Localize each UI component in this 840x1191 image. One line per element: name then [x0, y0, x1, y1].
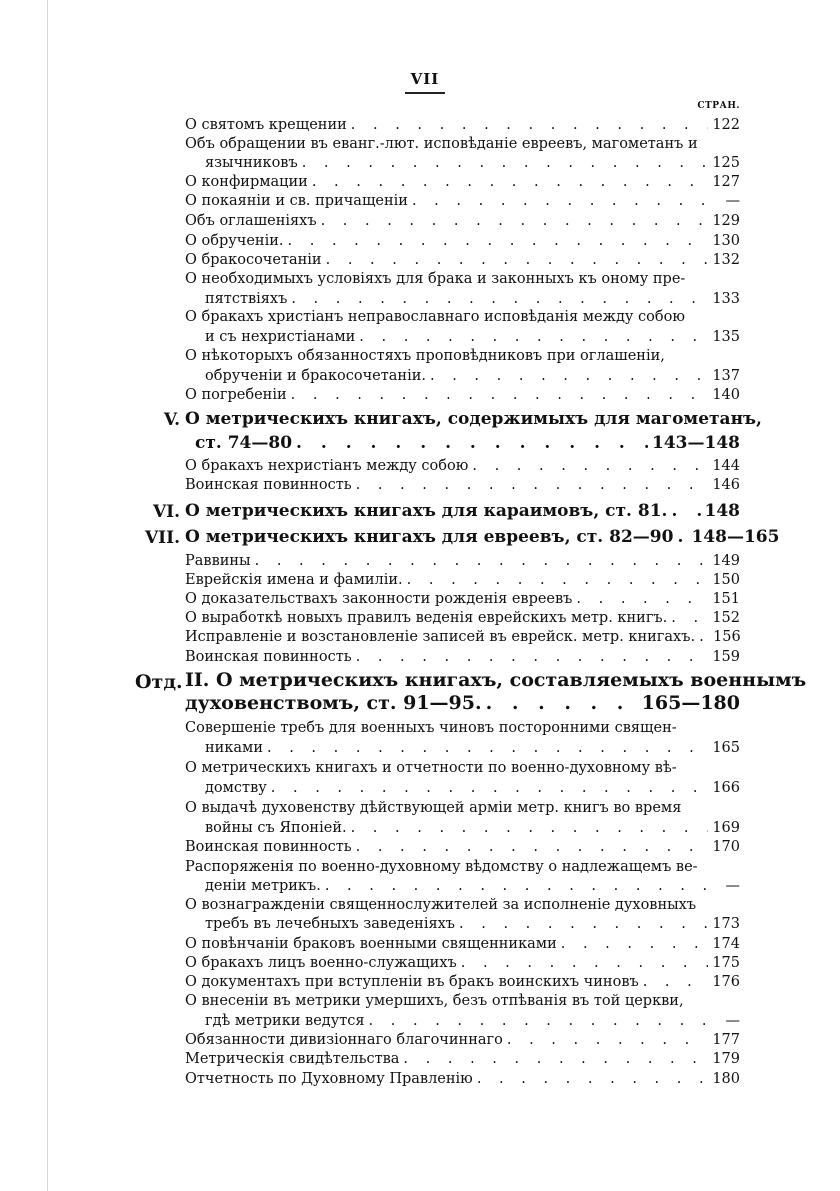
toc-entry-line1: О внесеніи въ метрики умершихъ, безъ отпѣванія въ той церкви, — [185, 993, 684, 1009]
toc-entry: О доказательствахъ законности рожденія евреевъ . . . 151 — [185, 590, 740, 609]
division-range: духовенствомъ, ст. 91—95. . . . 165—180 — [185, 694, 740, 713]
toc-entry: никами . . . 165 — [205, 739, 740, 758]
toc-entry: Воинская повинность . . . 146 — [185, 476, 740, 495]
toc-entry: О бракахъ лицъ военно-служащихъ . . . 175 — [185, 954, 740, 973]
toc-entry-line1: О необходимыхъ условіяхъ для брака и законныхъ къ оному пре- — [185, 271, 686, 287]
section-range: ст. 74—80 . . . 143—148 — [195, 434, 740, 453]
toc-entry: и съ нехристіанами . . . 135 — [205, 328, 740, 347]
section-number: VI. — [152, 502, 180, 522]
division-title: II. О метрическихъ книгахъ, составляемыхъ военнымъ — [185, 669, 807, 691]
toc-entry: О повѣнчаніи браковъ военными священниками . . . 174 — [185, 935, 740, 954]
page-edge-line — [47, 0, 48, 1191]
toc-entry-line1: О метрическихъ книгахъ и отчетности по военно-духовному вѣ- — [185, 760, 677, 776]
toc-entry: О святомъ крещении . . . 122 — [185, 116, 740, 135]
toc-entry: Воинская повинность . . . 170 — [185, 838, 740, 857]
toc-entry: О покаяніи и св. причащеніи . . . — — [185, 192, 740, 211]
toc-entry: пятствіяхъ . . . 133 — [205, 290, 740, 309]
toc-entry: Объ оглашеніяхъ . . . 129 — [185, 212, 740, 231]
toc-entry: О конфирмации . . . 127 — [185, 173, 740, 192]
toc-entry-line1: О вознагражденіи священнослужителей за исполненіе духовныхъ — [185, 897, 697, 913]
toc-entry: Воинская повинность . . . 159 — [185, 648, 740, 667]
toc-entry: Метрическія свидѣтельства . . . 179 — [185, 1050, 740, 1069]
toc-entry-line1: О нѣкоторыхъ обязанностяхъ проповѣдниковъ при оглашеніи, — [185, 348, 665, 364]
toc-entry: домству . . . 166 — [205, 779, 740, 798]
toc-entry: Обязанности дивизіоннаго благочиннаго . . . 177 — [185, 1031, 740, 1050]
toc-entry: обрученіи и бракосочетаніи. . . . 137 — [205, 367, 740, 386]
division-label: Отд. — [135, 671, 183, 693]
toc-entry: Еврейскія имена и фамиліи. . . . 150 — [185, 571, 740, 590]
toc-entry: деніи метрикъ. . . . — — [205, 877, 740, 896]
toc-entry: войны съ Японіей. . . . 169 — [205, 819, 740, 838]
section-title: О метрическихъ книгахъ, содержимыхъ для магометанъ, — [185, 409, 762, 429]
page-number-header: VII — [410, 70, 440, 88]
toc-entry-line1: Объ обращении въ еванг.-лют. исповѣданіе евреевъ, магометанъ и — [185, 136, 698, 152]
section-title: О метрическихъ книгахъ для евреевъ, ст. 82—90 . . . 148—165 — [185, 528, 740, 547]
toc-entry: язычниковъ . . . 125 — [205, 154, 740, 173]
toc-entry: Исправленіе и возстановленіе записей въ еврейск. метр. книгахъ. . . . 156 — [185, 628, 740, 647]
section-number: V. — [163, 410, 180, 430]
toc-entry: О бракахъ нехристіанъ между собою . . . 144 — [185, 457, 740, 476]
page-column-label: СТРАН. — [697, 101, 740, 111]
toc-entry: О погребеніи . . . 140 — [185, 386, 740, 405]
toc-entry: Раввины . . . 149 — [185, 552, 740, 571]
toc-entry: гдѣ метрики ведутся . . . — — [205, 1012, 740, 1031]
toc-entry-line1: Распоряженія по военно-духовному вѣдомству о надлежащемъ ве- — [185, 859, 698, 875]
toc-entry-line1: Совершеніе требъ для военныхъ чиновъ посторонними священ- — [185, 720, 677, 736]
section-title: О метрическихъ книгахъ для караимовъ, ст. 81. . . . 148 — [185, 502, 740, 521]
toc-entry: О бракосочетаніи . . . 132 — [185, 251, 740, 270]
toc-entry: Отчетность по Духовному Правленію . . . 180 — [185, 1070, 740, 1089]
toc-entry: требъ въ лечебныхъ заведеніяхъ . . . 173 — [205, 915, 740, 934]
section-number: VII. — [144, 528, 180, 548]
header-rule — [405, 92, 445, 94]
toc-entry: О выработкѣ новыхъ правилъ веденія еврейскихъ метр. книгъ. . . . 152 — [185, 609, 740, 628]
toc-entry: О обрученіи. . . . 130 — [185, 232, 740, 251]
toc-entry: О документахъ при вступленіи въ бракъ воинскихъ чиновъ . . . 176 — [185, 973, 740, 992]
toc-entry-line1: О бракахъ христіанъ неправославнаго исповѣданія между собою — [185, 309, 685, 325]
toc-entry-line1: О выдачѣ духовенству дѣйствующей арміи метр. книгъ во время — [185, 800, 682, 816]
